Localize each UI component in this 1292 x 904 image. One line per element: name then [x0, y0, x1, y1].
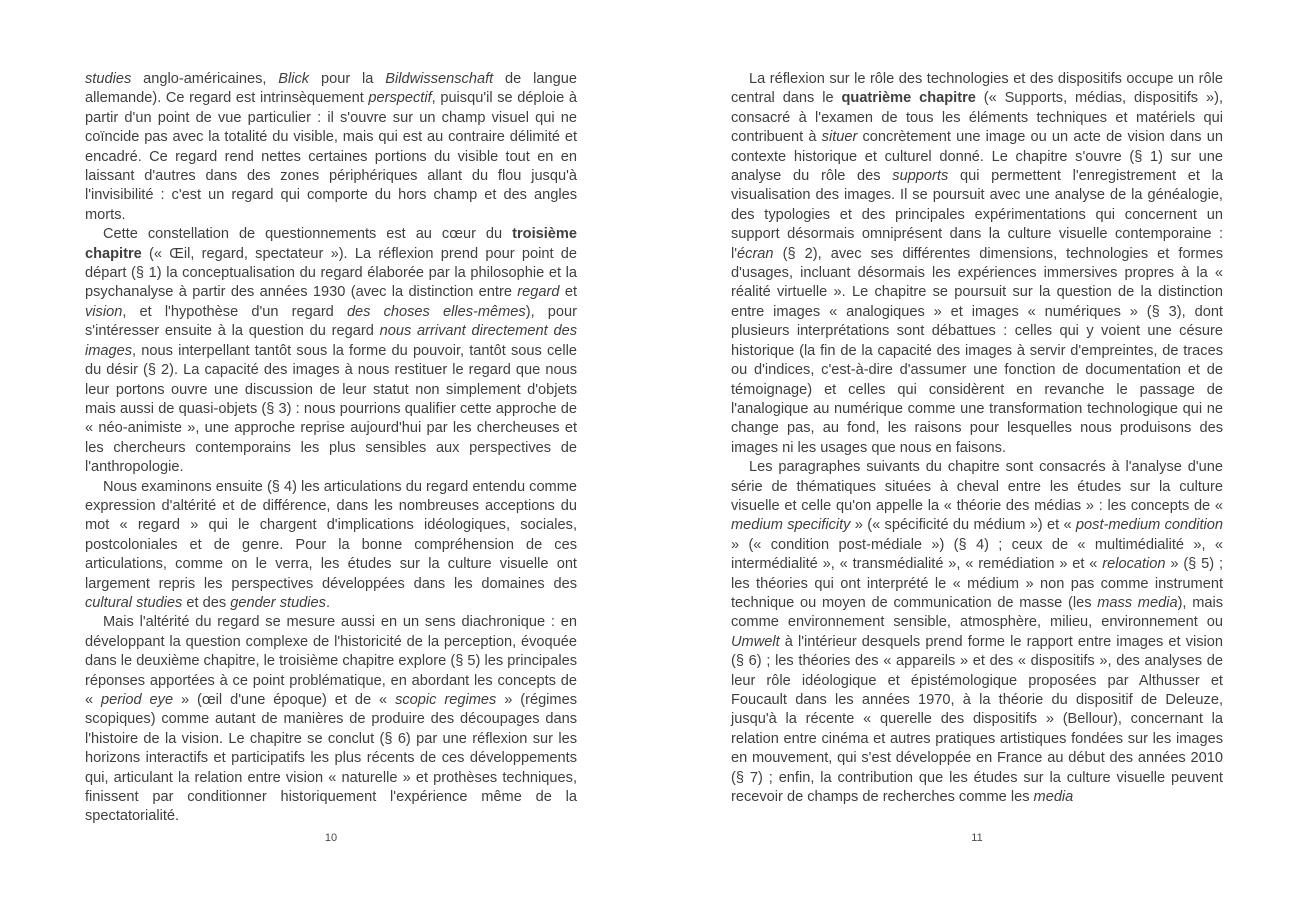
italic-text-run: nous arrivant directement des images: [85, 323, 577, 359]
text-run: .: [325, 594, 331, 611]
italic-text-run: post-medium condition: [1075, 517, 1224, 534]
italic-text-run: supports: [892, 168, 949, 185]
text-run: et des: [182, 594, 231, 611]
italic-text-run: situer: [821, 129, 858, 146]
page-left-number: 10: [324, 832, 338, 844]
text-run: à l'intérieur desquels prend forme le rapport entre images et vision (§ 6) ; les théories des « appareils » et des « dispositifs », des analyses de leur rôle idéologique et épistémologique proposées par Althusser et Foucault dans les années 1970, à la théorie du dispositif de Deleuze, jusqu'à la récente « querelle des dispositifs » (Bellour), concernant la relation entre cinéma et autres pratiques artistiques fondées sur les images en mouvement, qui s'est développée en France au début des années 2010 (§ 7) ; enfin, la contribution que les études sur la culture visuelle peuvent recevoir de champs de recherches comme les: [731, 633, 1223, 806]
text-run: » (« spécificité du médium ») et «: [850, 517, 1076, 534]
page-left: [85, 0, 577, 904]
text-run: et: [559, 284, 577, 301]
italic-text-run: scopic regimes: [395, 692, 497, 708]
italic-text-run: mass media: [1097, 594, 1178, 611]
text-run: Les paragraphes suivants du chapitre sont consacrés à l'analyse d'une série de thématiques situées à cheval entre les études sur la culture visuelle et celle qu'on appelle la « théorie des médias » : les concepts de «: [731, 459, 1223, 514]
italic-text-run: Blick: [278, 71, 310, 87]
text-run: (§ 2), avec ses différentes dimensions, technologies et formes d'usages, incluant désormais les expériences immersives propres à la « réalité virtuelle ». Le chapitre se poursuit sur la question de la distinction entre images « analogiques » et images « numériques » (§ 3), dont plusieurs interprétations sont débattues : celles qui y voient une césure historique (la fin de la capacité des images à servir d'empreintes, de traces ou d'indices, c'est-à-dire d'assumer une fonction de documentation et de témoignage) et celles qui considèrent en revanche le passage de l'analogique au numérique comme une transformation technologique qui ne change pas, au fond, les raisons pour lesquelles nous produisons des images ni les usages que nous en faisons.: [731, 245, 1223, 456]
italic-text-run: vision: [85, 303, 123, 320]
paragraph: [85, 70, 577, 225]
paragraph: [85, 613, 577, 826]
italic-text-run: perspectif: [368, 90, 432, 107]
text-run: (« Œil, regard, spectateur »). La réflexion prend pour point de départ (§ 1) la conceptualisation du regard élaborée par la philosophie et la psychanalyse à partir des années 1930 (avec la distinction entre: [85, 245, 577, 301]
italic-text-run: regard: [517, 284, 560, 301]
text-run: de langue allemande). Ce regard est intrinsèquement: [85, 71, 577, 107]
text-run: , et l'hypothèse d'un regard: [122, 303, 347, 320]
italic-text-run: des choses elles-mêmes: [346, 303, 526, 320]
text-run: » (œil d'une époque) et de «: [173, 692, 396, 708]
text-run: Mais l'altérité du regard se mesure aussi en un sens diachronique : en développant la question complexe de l'historicité de la perception, évoquée dans le deuxième chapitre, le troisième chapitre explore (§ 5) les principales réponses apportées à ce point problématique, en abordant les concepts de «: [85, 614, 577, 708]
italic-text-run: cultural studies: [85, 594, 183, 611]
text-run: pour la: [309, 71, 386, 87]
italic-text-run: medium specificity: [731, 517, 851, 534]
paragraph: [731, 70, 1223, 458]
text-run: » (régimes scopiques) comme autant de manières de produire des découpages dans l'histoire de la vision. Le chapitre se conclut (§ 6) par une réflexion sur les horizons interactifs et participatifs les plus récents de ces développements qui, articulant la relation entre vision « naturelle » et prothèses techniques, finissent par conditionner historiquement l'expérience même de la spectatorialité.: [85, 692, 577, 825]
text-run: La réflexion sur le rôle des technologies et des dispositifs occupe un rôle central dans le: [731, 71, 1223, 107]
bold-text-run: quatrième chapitre: [841, 90, 976, 107]
italic-text-run: media: [1033, 789, 1074, 806]
text-run: Cette constellation de questionnements est au cœur du: [103, 226, 513, 243]
text-run: Nous examinons ensuite (§ 4) les articulations du regard entendu comme expression d'altérité et de différence, dans les nombreuses acceptions du mot « regard » qui le chargent d'implications idéologiques, sociales, postcoloniales et de genre. Pour la bonne compréhension de ces articulations, comme on le verra, les études sur la culture visuelle ont largement repris les perspectives développées dans les domaines des: [85, 478, 577, 592]
bold-text-run: troisième chapitre: [85, 226, 577, 262]
paragraph: [731, 458, 1223, 807]
italic-text-run: gender studies: [230, 594, 326, 611]
text-run: qui permettent l'enregistrement et la visualisation des images. Il se poursuit avec une analyse de la généalogie, des typologies et des principales expérimentations qui concernent un support désormais omniprésent dans la culture visuelle contemporaine : l': [731, 168, 1223, 262]
text-run: » (§ 5) ; les théories qui ont interprété le « médium » non pas comme instrument technique ou moyen de communication de masse (les: [731, 556, 1224, 611]
page-left-text: [85, 70, 577, 827]
text-run: concrètement une image ou un acte de vision dans un contexte historique et culturel donné. Le chapitre s'ouvre (§ 1) sur une analyse du rôle des: [731, 129, 1223, 185]
italic-text-run: studies: [85, 71, 132, 87]
italic-text-run: Bildwissenschaft: [385, 71, 494, 87]
italic-text-run: period eye: [101, 692, 174, 708]
page-right-number: 11: [971, 832, 983, 844]
paragraph: [85, 225, 577, 477]
text-run: , nous interpellant tantôt sous la forme du pouvoir, tantôt sous celle du désir (§ 2). La capacité des images à nous restituer le regard que nous leur portons ouvre une discussion de leur statut non simplement d'objets mais aussi de quasi-objets (§ 3) : nous pourrions qualifier cette approche de « néo-animiste », une approche reprise aujourd'hui par les chercheuses et les chercheurs contemporains les plus sensibles aux perspectives de l'anthropologie.: [85, 342, 577, 476]
text-run: ), pour s'intéresser ensuite à la question du regard: [85, 303, 577, 340]
italic-text-run: relocation: [1102, 556, 1166, 573]
italic-text-run: Umwelt: [731, 633, 780, 650]
text-run: anglo-américaines,: [131, 71, 279, 87]
paragraph: [85, 478, 577, 614]
page-right-text: [731, 70, 1223, 807]
text-run: ), mais comme environnement sensible, atmosphère, milieu, environnement ou: [731, 594, 1224, 631]
italic-text-run: écran: [737, 245, 774, 262]
text-run: » (« condition post-médiale ») (§ 4) ; ceux de « multimédialité », « intermédialité », « transmédialité », « remédiation » et «: [731, 536, 1223, 573]
text-run: , puisqu'il se déploie à partir d'un point de vue particulier : il s'ouvre sur un champ visuel qui ne coïncide pas avec la totalité du visible, mais qui est au contraire délimité et encadré. Ce regard rend nettes certaines portions du visible tout en en laissant d'autres dans des zones périphériques allant du flou jusqu'à l'invisibilité : c'est un regard qui comporte du hors champ et des angles morts.: [85, 90, 577, 223]
page-right: [731, 0, 1223, 904]
text-run: (« Supports, médias, dispositifs »), consacré à l'examen de tous les éléments techniques et matériels qui contribuent à: [731, 90, 1224, 146]
